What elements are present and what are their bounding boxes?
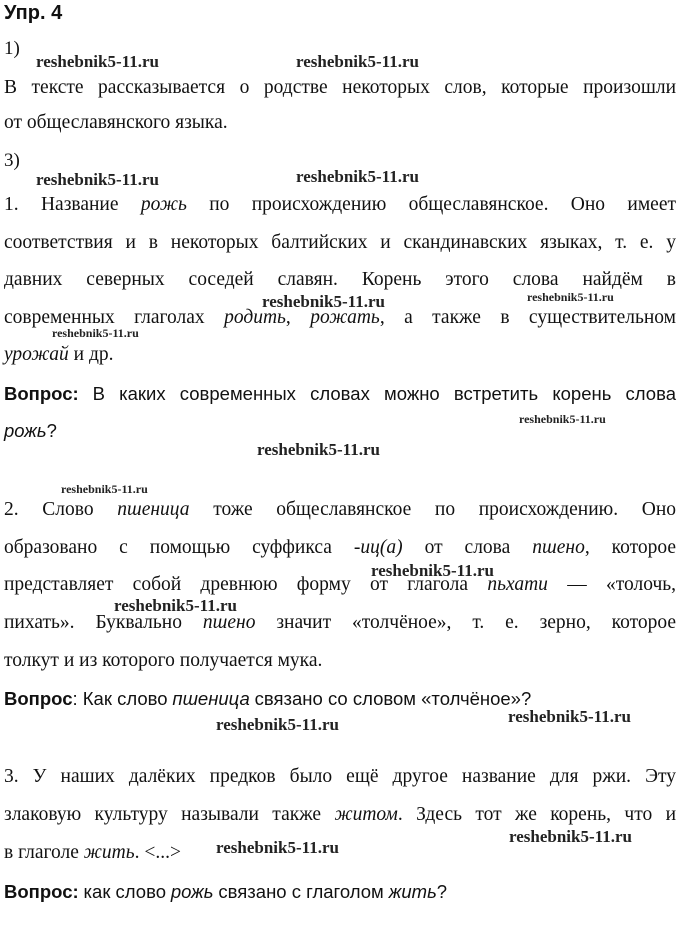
question-1-line-1: Вопрос: В каких современных словах можно встретить корень слова bbox=[4, 383, 676, 404]
paragraph-2-line-2: образовано с помощью суффикса -иц(а) от слова пшено, которое bbox=[4, 537, 677, 558]
watermark: reshebnik5-11.ru bbox=[61, 482, 148, 496]
watermark: reshebnik5-11.ru bbox=[371, 561, 494, 580]
paragraph-3-line-3: в глаголе жить. <...> bbox=[4, 842, 181, 863]
paragraph-2-line-4: пихать». Буквально пшено значит «толчёное», т. е. зерно, которое bbox=[4, 612, 677, 633]
paragraph-2-line-1: 2. Слово пшеница тоже общеславянское по происхождению. Оно bbox=[4, 499, 677, 520]
paragraph-1-line-5: урожай и др. bbox=[4, 344, 114, 365]
paragraph-1-line-1: 1. Название рожь по происхождению общеславянское. Оно имеет bbox=[4, 194, 676, 215]
watermark: reshebnik5-11.ru bbox=[509, 827, 632, 846]
paragraph-1-line-3: давних северных соседей славян. Корень этого слова найдём в bbox=[4, 269, 676, 290]
paragraph-2-line-3: представляет собой древнюю форму от глагола пьхати — «толочь, bbox=[4, 574, 677, 595]
watermark: reshebnik5-11.ru bbox=[216, 715, 339, 734]
section-1-label: 1) bbox=[4, 38, 20, 59]
question-1-line-2: рожь? bbox=[4, 420, 57, 441]
exercise-title: Упр. 4 bbox=[4, 2, 63, 24]
watermark: reshebnik5-11.ru bbox=[296, 167, 419, 186]
paragraph-1-line-4: современных глаголах родить, рожать, а также в существительном bbox=[4, 307, 677, 328]
watermark: reshebnik5-11.ru bbox=[262, 292, 385, 311]
section-1-line-1: В тексте рассказывается о родстве некоторых слов, которые произошли bbox=[4, 77, 676, 98]
question-2: Вопрос: Как слово пшеница связано со словом «толчёное»? bbox=[4, 688, 532, 709]
section-1-line-2: от общеславянского языка. bbox=[4, 112, 228, 133]
watermark: reshebnik5-11.ru bbox=[519, 412, 606, 426]
watermark: reshebnik5-11.ru bbox=[296, 52, 419, 71]
watermark: reshebnik5-11.ru bbox=[36, 52, 159, 71]
section-3-label: 3) bbox=[4, 150, 20, 171]
watermark: reshebnik5-11.ru bbox=[257, 440, 380, 459]
question-3: Вопрос: как слово рожь связано с глаголом жить? bbox=[4, 881, 448, 902]
paragraph-3-line-2: злаковую культуру называли также житом. Здесь тот же корень, что и bbox=[4, 804, 677, 825]
paragraph-2-line-5: толкут и из которого получается мука. bbox=[4, 650, 323, 671]
watermark: reshebnik5-11.ru bbox=[52, 326, 139, 340]
watermark: reshebnik5-11.ru bbox=[216, 838, 339, 857]
watermark: reshebnik5-11.ru bbox=[508, 707, 631, 726]
watermark: reshebnik5-11.ru bbox=[36, 170, 159, 189]
paragraph-1-line-2: соответствия и в некоторых балтийских и скандинавских языках, т. е. у bbox=[4, 232, 676, 253]
paragraph-3-line-1: 3. У наших далёких предков было ещё другое название для ржи. Эту bbox=[4, 766, 676, 787]
watermark: reshebnik5-11.ru bbox=[527, 290, 614, 304]
watermark: reshebnik5-11.ru bbox=[114, 596, 237, 615]
